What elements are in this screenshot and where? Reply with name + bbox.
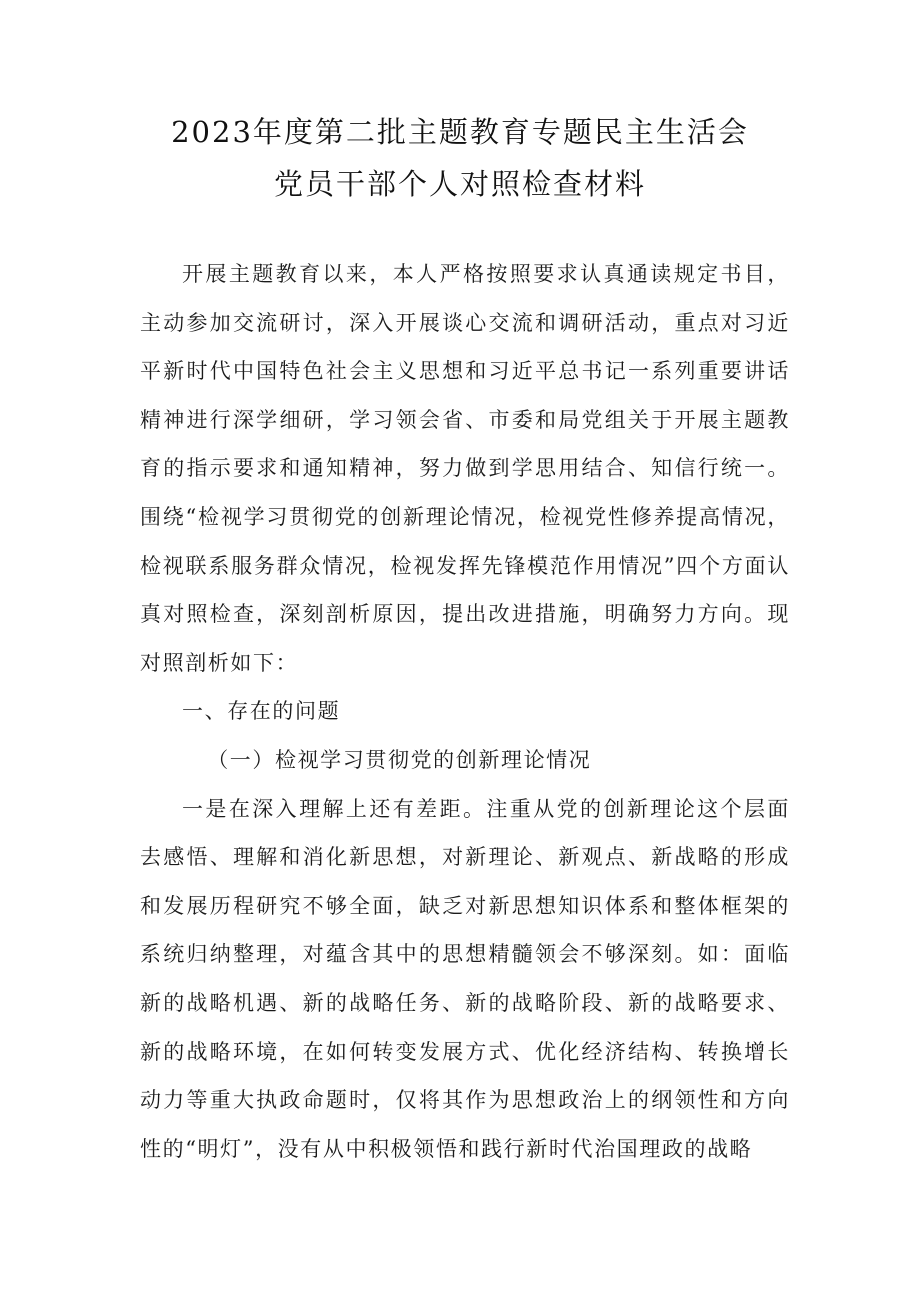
section-heading-issues: 一、存在的问题 — [182, 699, 341, 724]
intro-paragraph: 开展主题教育以来，本人严格按照要求认真通读规定书目，主动参加交流研讨，深入开展谈心交流和调研活动，重点对习近平新时代中国特色社会主义思想和习近平总书记一系列重要讲话精神进行深学细研，学习领会省、市委和局党组关于开展主题教育的指示要求和通知精神，努力做到学思用结合、知信行统一。围绕“检视学习贯彻党的创新理论情况，检视党性修养提高情况，检视联系服务群众情况，检视发挥先锋模范作用情况”四个方面认真对照检查，深刻剖析原因，提出改进措施，明确努力方向。现对照剖析如下： — [140, 262, 790, 675]
document-title-line-1: 2023年度第二批主题教育专题民主生活会 — [171, 115, 749, 149]
document-body — [140, 250, 790, 1173]
subsection-heading-theory-study: （一）检视学习贯彻党的创新理论情况 — [207, 747, 592, 772]
subsection-paragraph-understanding-gap: 一是在深入理解上还有差距。注重从党的创新理论这个层面去感悟、理解和消化新思想，对新理论、新观点、新战略的形成和发展历程研究不够全面，缺乏对新思想知识体系和整体框架的系统归纳整理，对蕴含其中的思想精髓领会不够深刻。如：面临新的战略机遇、新的战略任务、新的战略阶段、新的战略要求、新的战略环境，在如何转变发展方式、优化经济结构、转换增长动力等重大执政命题时，仅将其作为思想政治上的纲领性和方向性的“明灯”，没有从中积极领悟和践行新时代治国理政的战略 — [140, 796, 790, 1161]
document-title-line-2: 党员干部个人对照检查材料 — [273, 167, 646, 201]
